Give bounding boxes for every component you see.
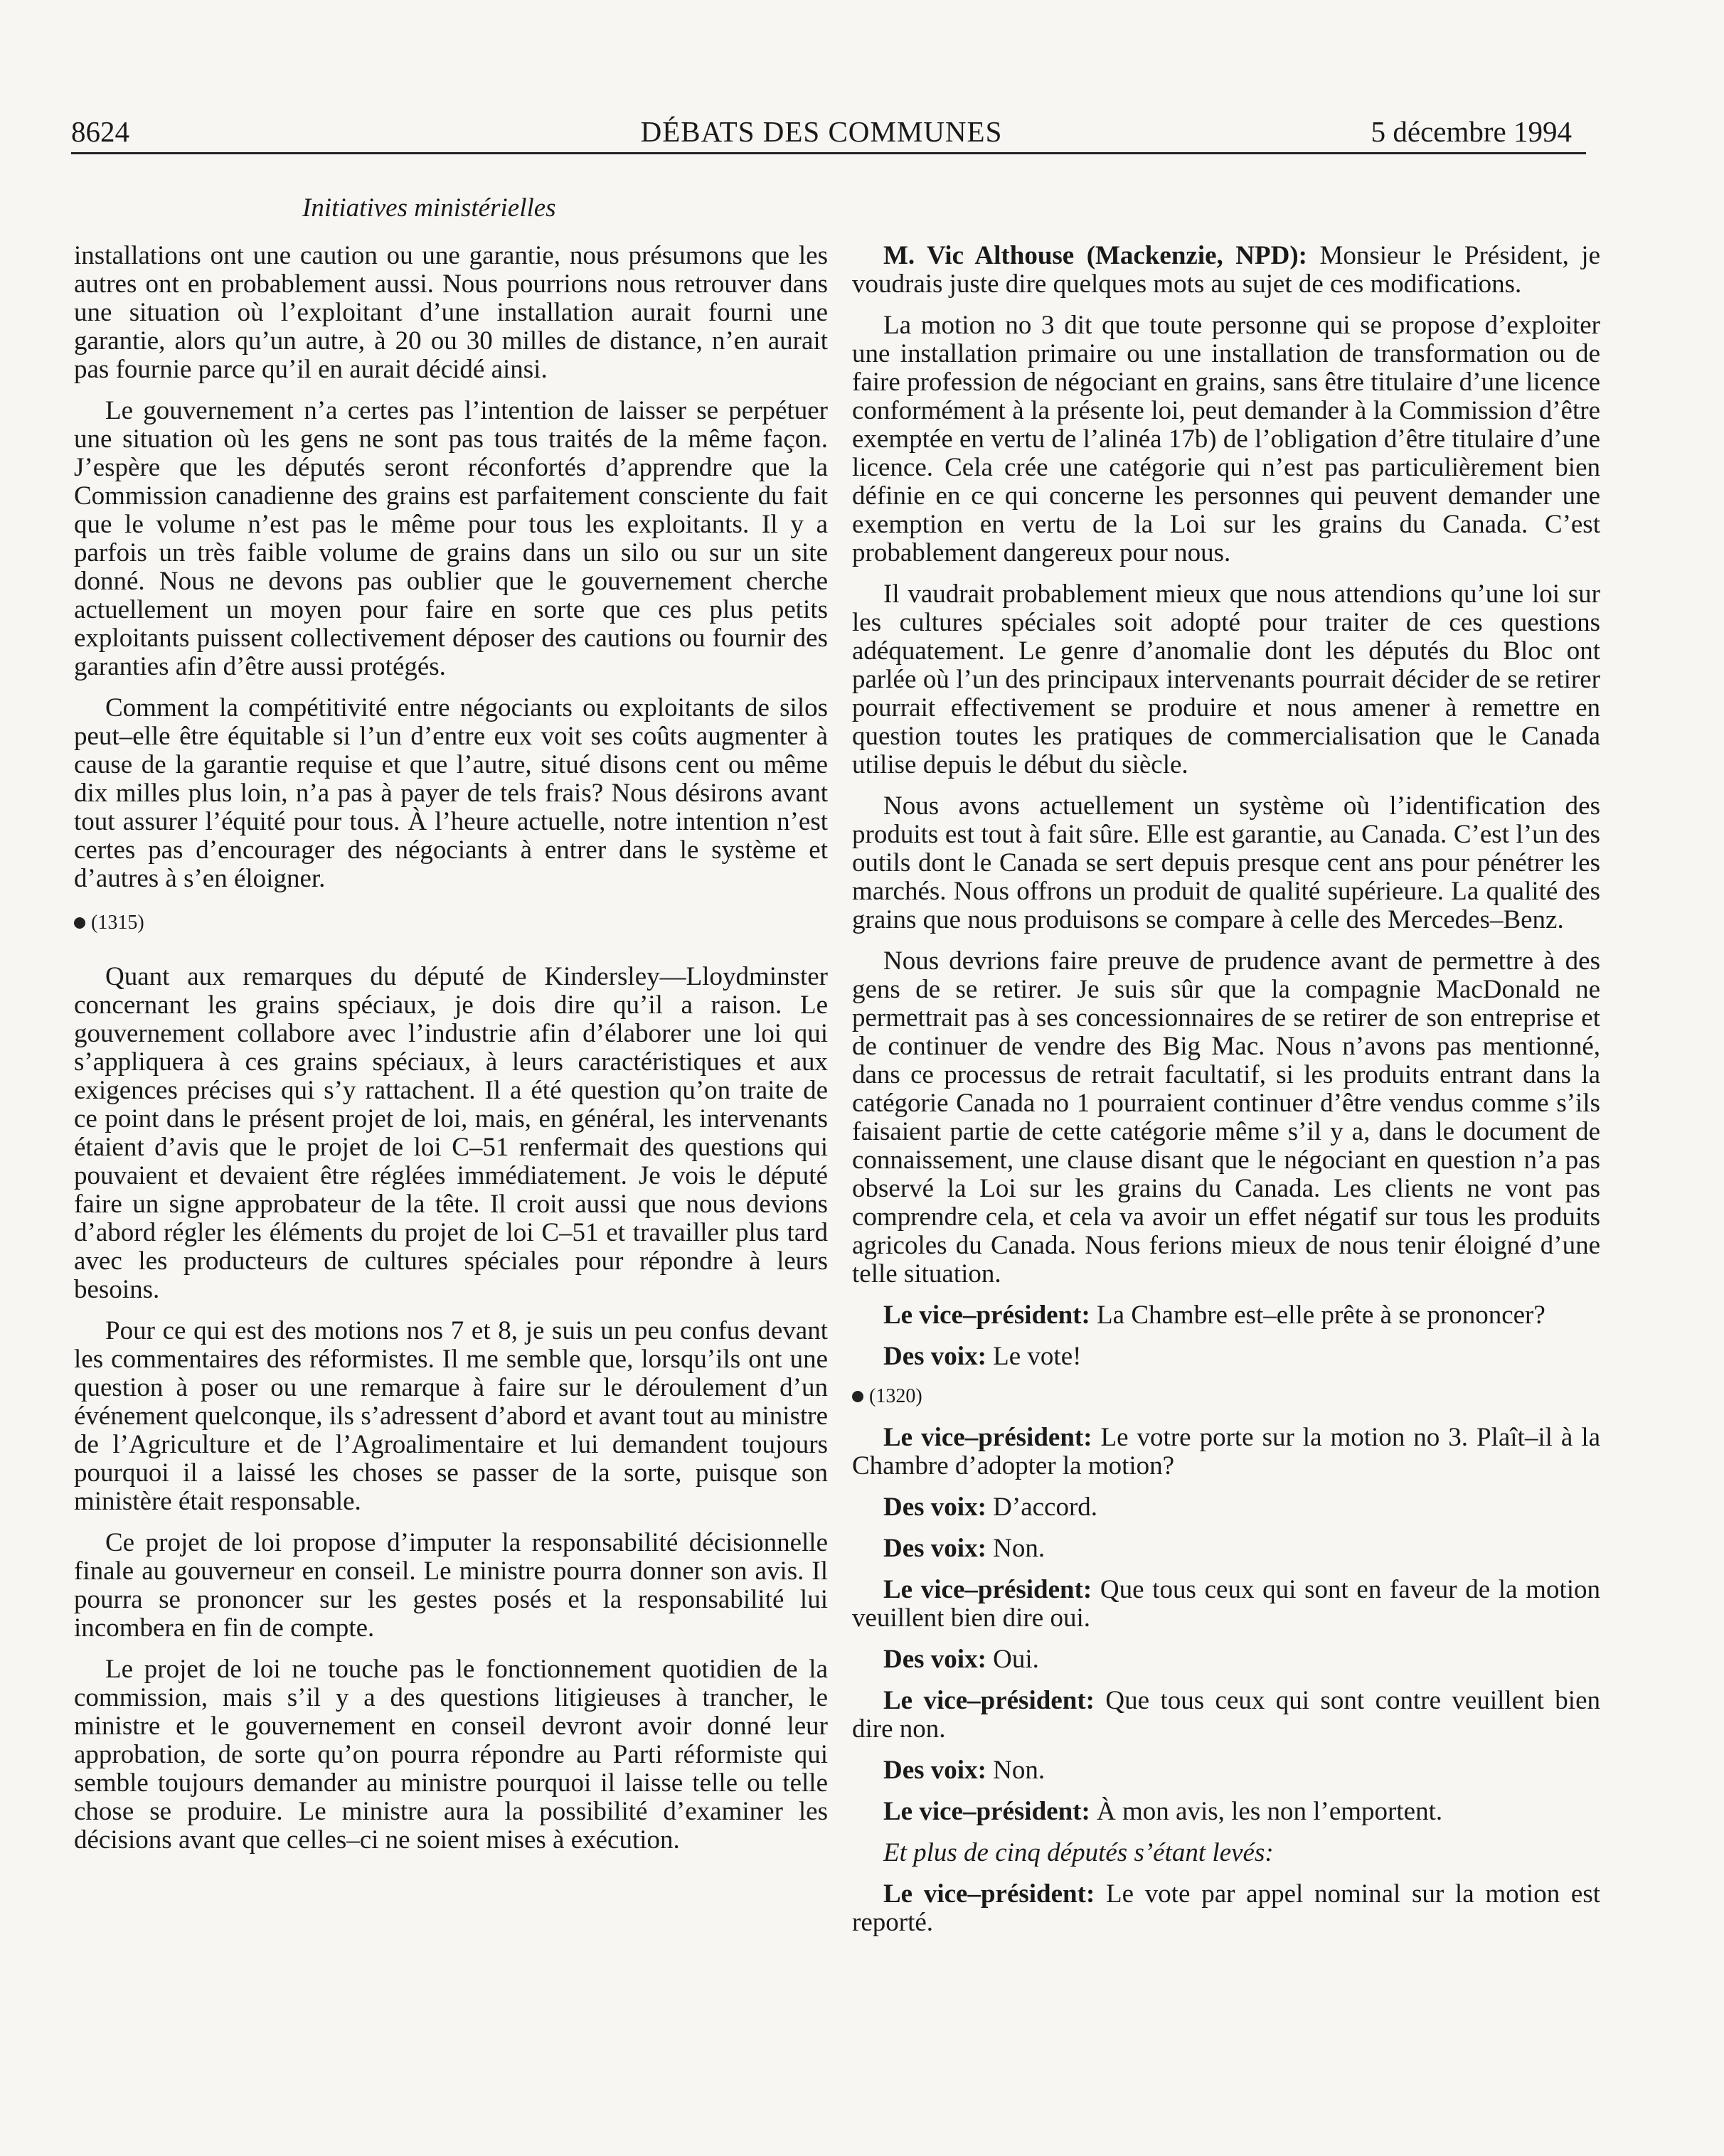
paragraph: Le gouvernement n’a certes pas l’intention de laisser se perpétuer une situation où les gens ne sont pas tous traités de la même façon. J’espère que les députés seront réconfortés d’apprendre que la Commission canadienne des grains est parfaitement consciente du fait que le volume n’est pas le même pour tous les exploitants. Il y a parfois un très faible volume de grains dans un silo ou sur un site donné. Nous ne devons pas oublier que le gouvernement cherche actuellement un moyen pour faire en sorte que ces plus petits exploitants puissent collectivement déposer des cautions ou fournir des garanties afin d’être aussi protégés. <box>74 396 828 681</box>
speech <box>852 1687 1600 1744</box>
speech-text: Le vote par appel nominal sur la motion est reporté. <box>852 1879 1601 1937</box>
speech <box>852 1645 1600 1674</box>
speaker-name: Des voix: <box>883 1342 986 1371</box>
speech <box>852 1756 1600 1785</box>
speaker-name: Le vice–président: <box>883 1686 1095 1715</box>
time-marker-label: (1315) <box>91 912 144 934</box>
paragraph: Quant aux remarques du député de Kindersley—Lloydminster concernant les grains spéciaux, je dois dire qu’il a raison. Le gouvernement collabore avec l’industrie afin d’élaborer une loi qui s’appliquera à ces grains spéciaux, à leurs caractéristiques et aux exigences précises qui s’y rattachent. Il a été question qu’on traite de ce point dans le présent projet de loi, mais, en général, les intervenants étaient d’avis que le projet de loi C–51 renfermait des questions qui pouvaient et devaient être réglées immédiatement. Je vois le député faire un signe approbateur de la tête. Il croit aussi que nous devions d’abord régler les éléments du projet de loi C–51 et travailler plus tard avec les producteurs de cultures spéciales pour répondre à leurs besoins. <box>74 962 828 1304</box>
speech <box>852 1880 1600 1937</box>
speech-text: La Chambre est–elle prête à se prononcer? <box>1097 1301 1545 1330</box>
speaker-name: Le vice–président: <box>883 1301 1090 1330</box>
journal-title: DÉBATS DES COMMUNES <box>640 115 1003 148</box>
speaker-name: Le vice–président: <box>883 1575 1092 1604</box>
speaker-name: M. Vic Althouse (Mackenzie, NPD): <box>883 241 1307 270</box>
speech-text: Le vote! <box>993 1342 1082 1371</box>
time-marker <box>74 910 828 936</box>
speech-text: Non. <box>993 1756 1045 1785</box>
page-number: 8624 <box>71 115 129 148</box>
paragraph: Le projet de loi ne touche pas le fonctionnement quotidien de la commission, mais s’il y a des questions litigieuses à trancher, le ministre et le gouvernement en conseil devront avoir donné leur approbation, de sorte qu’on pourra répondre au Parti réformiste qui semble toujours demander au ministre pourquoi il laisse telle ou telle chose se produire. Le ministre aura la possibilité d’examiner les décisions avant que celles–ci ne soient mises à exécution. <box>74 1655 828 1855</box>
right-column <box>852 242 1600 1950</box>
speaker-name: Le vice–président: <box>883 1423 1092 1452</box>
time-marker <box>852 1384 1600 1409</box>
speech-text: Non. <box>993 1534 1045 1563</box>
speech-text: Le votre porte sur la motion no 3. Plaît–il à la Chambre d’adopter la motion? <box>852 1423 1601 1480</box>
time-marker-label: (1320) <box>869 1385 922 1407</box>
page-header <box>71 114 1572 156</box>
speech <box>852 1493 1600 1522</box>
speech <box>852 1343 1600 1371</box>
speech-text: Oui. <box>993 1645 1039 1674</box>
speaker-name: Des voix: <box>883 1534 986 1563</box>
paragraph: Pour ce qui est des motions nos 7 et 8, je suis un peu confus devant les commentaires des réformistes. Il me semble que, lorsqu’ils ont une question à poser ou une remarque à faire sur le déroulement d’un événement quelconque, ils s’adressent d’abord et avant tout au ministre de l’Agriculture et de l’Agroalimentaire et lui demandent toujours pourquoi il a laissé les choses se passer de la sorte, puisque son ministère était responsable. <box>74 1316 828 1516</box>
speech <box>852 242 1600 299</box>
speech-text: Monsieur le Président, je voudrais juste dire quelques mots au sujet de ces modifications. <box>852 241 1600 299</box>
speaker-name: Des voix: <box>883 1645 986 1674</box>
speech-text: Que tous ceux qui sont en faveur de la motion veuillent bien dire oui. <box>852 1575 1601 1633</box>
paragraph: Comment la compétitivité entre négociants ou exploitants de silos peut–elle être équitable si l’un d’entre eux voit ses coûts augmenter à cause de la garantie requise et que l’autre, situé disons cent ou même dix milles plus loin, n’a pas à payer de tels frais? Nous désirons avant tout assurer l’équité pour tous. À l’heure actuelle, notre intention n’est certes pas d’encourager des négociants à entrer dans le système et d’autres à s’en éloigner. <box>74 693 828 893</box>
bullet-icon <box>852 1391 863 1402</box>
page-date: 5 décembre 1994 <box>1371 115 1572 148</box>
stage-direction: Et plus de cinq députés s’étant levés: <box>883 1838 1274 1867</box>
bullet-icon <box>74 917 85 929</box>
header-rule <box>71 152 1586 154</box>
speech <box>852 1576 1600 1633</box>
paragraph: Nous devrions faire preuve de prudence avant de permettre à des gens de se retirer. Je suis sûr que la compagnie MacDonald ne permettrait pas à ses concessionnaires de se retirer de son entreprise et de continuer de vendre des Big Mac. Nous n’avons pas mentionné, dans ce processus de retrait facultatif, si les produits entrant dans la catégorie Canada no 1 pourraient continuer d’être vendus comme s’ils faisaient partie de cette catégorie même s’il y a, dans le document de connaissement, une clause disant que le négociant en question n’a pas observé la Loi sur les grains du Canada. Les clients ne vont pas comprendre cela, et cela va avoir un effet négatif sur tous les produits agricoles du Canada. Nous ferions mieux de nous tenir éloigné d’une telle situation. <box>852 946 1600 1288</box>
speech <box>852 1535 1600 1563</box>
speaker-name: Des voix: <box>883 1493 986 1522</box>
section-title: Initiatives ministérielles <box>302 193 556 223</box>
speech-text: D’accord. <box>993 1493 1098 1522</box>
speech-text: Que tous ceux qui sont contre veuillent bien dire non. <box>852 1686 1601 1744</box>
paragraph: La motion no 3 dit que toute personne qui se propose d’exploiter une installation primaire ou une installation de transformation ou de faire profession de négociant en grains, sans être titulaire d’une licence conformément à la présente loi, peut demander à la Commission d’être exemptée en vertu de l’alinéa 17b) de l’obligation d’être titulaire d’une licence. Cela crée une catégorie qui n’est pas particulièrement bien définie en ce qui concerne les personnes qui peuvent demander une exemption en vertu de la Loi sur les grains du Canada. C’est probablement dangereux pour nous. <box>852 311 1601 567</box>
speech-text: À mon avis, les non l’emportent. <box>1097 1797 1443 1826</box>
speaker-name: Le vice–président: <box>883 1879 1095 1909</box>
paragraph: Il vaudrait probablement mieux que nous attendions qu’une loi sur les cultures spéciales soit adopté pour traiter de ces questions adéquatement. Le genre d’anomalie dont les députés du Bloc ont parlée où l’un des principaux intervenants pourrait décider de se retirer pourrait effectivement se produire et nous amener à remettre en question toutes les pratiques de commercialisation que le Canada utilise depuis le début du siècle. <box>852 580 1600 779</box>
speaker-name: Le vice–président: <box>883 1797 1090 1826</box>
speech <box>852 1798 1600 1826</box>
speaker-name: Des voix: <box>883 1756 986 1785</box>
paragraph: Ce projet de loi propose d’imputer la responsabilité décisionnelle finale au gouverneur en conseil. Le ministre pourra donner son avis. Il pourra se prononcer sur les gestes posés et la responsabilité lui incombera en fin de compte. <box>74 1528 828 1643</box>
speech <box>852 1424 1600 1480</box>
left-column <box>74 242 828 1867</box>
speech <box>852 1301 1600 1330</box>
paragraph: installations ont une caution ou une garantie, nous présumons que les autres ont en probablement aussi. Nous pourrions nous retrouver dans une situation où l’exploitant d’une installation aurait fourni une garantie, alors qu’un autre, à 20 ou 30 milles de distance, n’en aurait pas fournie parce qu’il en aurait décidé ainsi. <box>74 241 828 384</box>
paragraph: Nous avons actuellement un système où l’identification des produits est tout à fait sûre. Elle est garantie, au Canada. C’est l’un des outils dont le Canada se sert depuis presque cent ans pour pénétrer les marchés. Nous offrons un produit de qualité supérieure. La qualité des grains que nous produisons se compare à celle des Mercedes–Benz. <box>852 791 1600 934</box>
